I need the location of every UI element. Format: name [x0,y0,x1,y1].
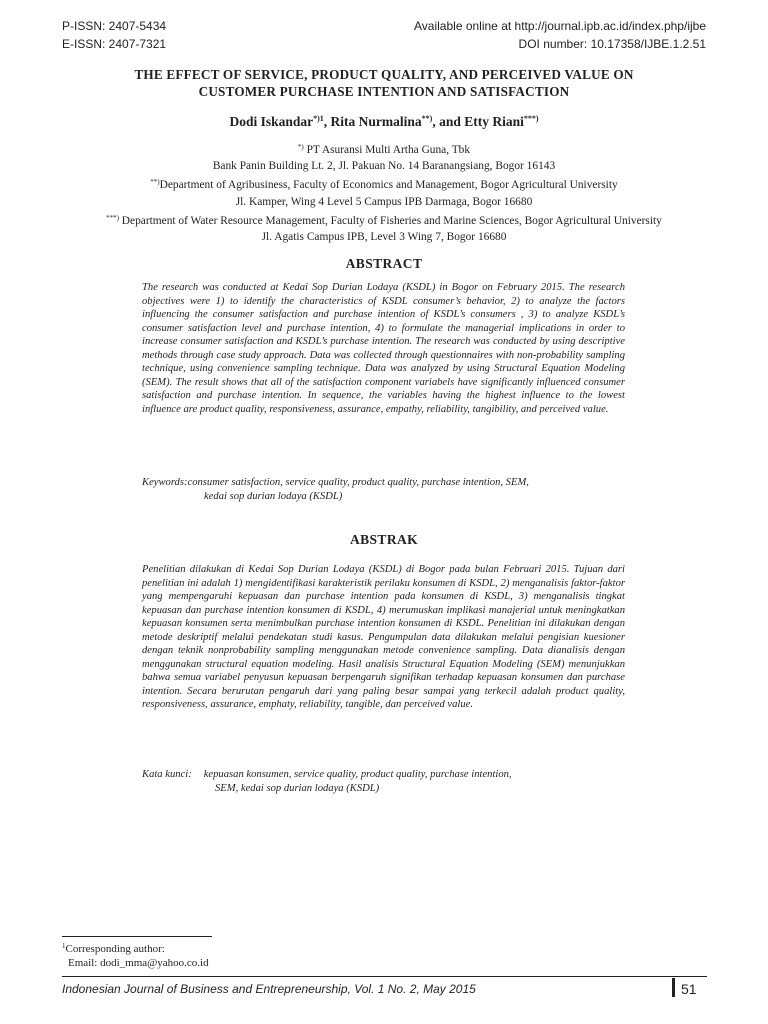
affiliation-2-name: Department of Agribusiness, Faculty of Economics and Management, Bogor Agricultural University [159,179,618,192]
print-issn: P-ISSN: 2407-5434 [62,19,167,33]
footnote-divider [62,936,212,937]
abstrak-body: Penelitian dilakukan di Kedai Sop Durian Lodaya (KSDL) di Bogor pada bulan Februari 2015. Tujuan dari penelitian ini adalah 1) mengidentifikasi karakteristik perilaku konsumen di KSDL, 2) menganalisis faktor-faktor yang mempengaruhi kepuasan dan purchase intention pada konsumen di KSDL, 3) menganalisis tingkat kepuasan dan purchase intention konsumen di KSDL, 4) merumuskan implikasi manajerial untuk meningkatkan kepuasan konsumen serta menimbulkan purchase intention konsumen di KSDL. Penelitian ini dilakukan dengan metode deskriptif melalui pendekatan studi kasus. Pengumpulan data dilakukan melalui pengisian kuesioner dengan teknik nonprobability sampling menggunakan metode convenience sampling. Data dianalisis dengan menggunakan structural equation modeling. Hasil analisis Structural Equation Modeling (SEM) menunjukkan bahwa semua variabel penyusun kepuasan berpengaruh signifikan terhadap kepuasan konsumen dan purchase intention. Secara berurutan pengaruh dari yang paling besar sampai yang terkecil adalah product quality, responsiveness, assurance, emphaty, reliability, tangible, dan perceived value. [142,564,625,710]
affiliation-3-name: Department of Water Resource Management, Faculty of Fisheries and Marine Sciences, Bogor Agricultural University [118,214,662,227]
abstract-heading: ABSTRACT [345,256,423,271]
affiliation-2 [40,174,728,193]
abstrak-keywords [142,768,625,795]
footer-divider [62,976,707,977]
author-1-mark: *)1 [313,114,324,123]
footer-journal: Indonesian Journal of Business and Entrepreneurship, Vol. 1 No. 2, May 2015 [62,982,476,996]
abstract-body: The research was conducted at Kedai Sop Durian Lodaya (KSDL) in Bogor on February 2015. The research objectives were 1) to identify the characteristics of KSDL consumer’s behavior, 2) to analyze the factors influencing the consumer satisfaction and purchase intention of KSDL’s consumers , 3) to analyze KSDL’s consumer satisfaction level and purchase intention, 4) to formulate the managerial implications in order to increase consumer satisfaction and KSDL’s purchase intention. The research was conducted by using descriptive methods through case study approach. Data was collected through questionnaires with non-probability sampling technique, using convenience sampling technique. Data was analyzed by using Structural Equation Modeling (SEM). The result shows that all of the satisfaction component variabels have significantly influenced consumer satisfaction and purchase intention. In sequence, the variables having the highest influence to the lowest influence are product quality, responsiveness, assurance, empathy, reliability, tangibility, and perceived value. [142,282,625,415]
affiliation-1 [40,139,728,158]
keywords-label: Keywords: [142,477,188,488]
affiliation-3-address: Jl. Agatis Campus IPB, Level 3 Wing 7, Bogor 16680 [261,231,507,244]
affiliation-3 [40,210,728,229]
corresponding-email[interactable]: Email: dodi_mma@yahoo.co.id [68,957,209,969]
title-line-1: THE EFFECT OF SERVICE, PRODUCT QUALITY, AND PERCEIVED VALUE ON [134,67,634,82]
doi-number: DOI number: 10.17358/IJBE.1.2.51 [518,37,706,51]
footnote-label: Corresponding author: [65,943,165,955]
issn-block [62,17,166,53]
affiliation-3-mark: ***) [106,213,119,222]
footnote [62,939,209,970]
author-3-mark: ***) [523,114,539,123]
kata-kunci-line-2: SEM, kedai sop durian lodaya (KSDL) [215,782,380,794]
keywords-line-1: consumer satisfaction, service quality, product quality, purchase intention, SEM, [187,477,529,488]
availability-block [414,17,706,53]
affiliation-2-mark: **) [150,178,160,187]
affiliation-1-mark: *) [297,143,304,151]
kata-kunci-row [142,768,625,782]
electronic-issn: E-ISSN: 2407-7321 [62,37,167,51]
kata-kunci-line-1: kepuasan konsumen, service quality, product quality, purchase intention, [203,769,512,780]
keywords-row [142,476,625,490]
title-line-2: CUSTOMER PURCHASE INTENTION AND SATISFACTION [198,84,570,99]
affiliation-1-address: Bank Panin Building Lt. 2, Jl. Pakuan No. 14 Baranangsiang, Bogor 16143 [212,160,556,173]
author-1: Dodi Iskandar [229,114,314,129]
abstrak-heading: ABSTRAK [349,532,419,547]
footnote-mark: 1 [62,942,66,950]
kata-kunci-label: Kata kunci: [142,769,192,780]
affiliation-1-name: PT Asuransi Multi Artha Guna, Tbk [303,144,471,156]
affiliation-2-address: Jl. Kamper, Wing 4 Level 5 Campus IPB Darmaga, Bogor 16680 [235,195,533,208]
page-number-bar [672,978,675,997]
paper-title [60,66,708,100]
footnote-label-row [62,939,209,956]
author-2-mark: **) [421,114,433,123]
author-2: , Rita Nurmalina [323,114,422,129]
abstract-keywords [142,476,625,503]
affiliations [40,139,728,245]
keywords-line-2: kedai sop durian lodaya (KSDL) [204,490,343,502]
page-number: 51 [681,981,697,997]
author-3: , and Etty Riani [432,114,524,129]
author-list [60,110,708,131]
journal-url[interactable]: Available online at http://journal.ipb.ac.id/index.php/ijbe [414,19,706,33]
